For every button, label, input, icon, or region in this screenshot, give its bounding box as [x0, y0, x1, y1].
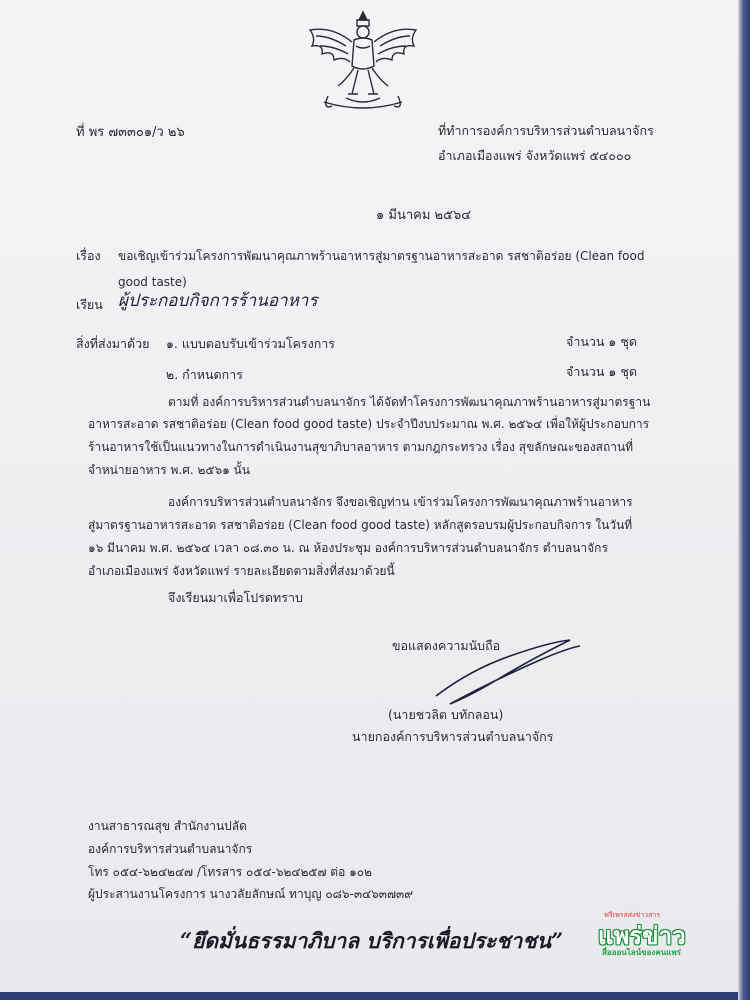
signature-icon — [430, 630, 590, 710]
subject-line2: good taste) — [118, 275, 187, 289]
garuda-emblem-icon — [302, 6, 424, 114]
watermark-main-text: แพร่ข่าว — [598, 922, 686, 950]
paragraph2-line: อำเภอเมืองแพร่ จังหวัดแพร่ รายละเอียดตามสิ่งที่ส่งมาด้วยนี้ — [88, 564, 395, 578]
paragraph1-line: ตามที่ องค์การบริหารส่วนตำบลนาจักร ได้จัดทำโครงการพัฒนาคุณภาพร้านอาหารสู่มาตรฐาน — [168, 395, 651, 409]
subject-line1: ขอเชิญเข้าร่วมโครงการพัฒนาคุณภาพร้านอาหารสู่มาตรฐานอาหารสะอาด รสชาติอร่อย (Clean food — [118, 249, 645, 263]
paragraph2-line: องค์การบริหารส่วนตำบลนาจักร จึงขอเชิญท่าน เข้าร่วมโครงการพัฒนาคุณภาพร้านอาหาร — [168, 495, 633, 509]
footer-line: งานสาธารณสุข สำนักงานปลัด — [88, 819, 247, 833]
enclosure-label: สิ่งที่ส่งมาด้วย — [76, 336, 150, 351]
signer-title: นายกองค์การบริหารส่วนตำบลนาจักร — [352, 729, 554, 744]
footer-line: องค์การบริหารส่วนตำบลนาจักร — [88, 842, 253, 856]
signer-name: (นายชวลิต บทักลอน) — [388, 707, 504, 722]
enclosure-qty: จำนวน ๑ ชุด — [566, 364, 637, 379]
paragraph1-line: อาหารสะอาด รสชาติอร่อย (Clean food good taste) ประจำปีงบประมาณ พ.ศ. ๒๕๖๔ เพื่อให้ผู้ประกอบการ — [88, 417, 650, 431]
reference-number: ที่ พร ๗๓๓๐๑/ว ๒๖ — [76, 125, 185, 140]
motto-slogan: “ยึดมั่นธรรมาภิบาล บริการเพื่อประชาชน” — [180, 928, 564, 953]
office-address-line1: ที่ทำการองค์การบริหารส่วนตำบลนาจักร — [438, 123, 654, 138]
paragraph2-line: ๑๖ มีนาคม พ.ศ. ๒๕๖๔ เวลา ๐๘.๓๐ น. ณ ห้องประชุม องค์การบริหารส่วนตำบลนาจักร ตำบลนาจักร — [88, 541, 608, 555]
watermark-small-text: ฟรีเพรสส่งข่าวสาร — [604, 911, 661, 919]
watermark-logo — [598, 910, 710, 960]
enclosure-qty: จำนวน ๑ ชุด — [566, 334, 637, 349]
footer-line: โทร ๐๕๔-๖๒๔๒๔๗ /โทรสาร ๐๕๔-๖๒๔๒๕๗ ต่อ ๑๐๒ — [88, 865, 372, 879]
closing-request: จึงเรียนมาเพื่อโปรดทราบ — [168, 590, 303, 605]
paragraph1-line: ร้านอาหารใช้เป็นแนวทางในการดำเนินงานสุขาภิบาลอาหาร ตามกฎกระทรวง เรื่อง สุขลักษณะของสถานที่ — [88, 440, 634, 454]
subject-label: เรื่อง — [76, 248, 101, 263]
enclosure-item: ๑. แบบตอบรับเข้าร่วมโครงการ — [166, 336, 336, 351]
paragraph1-line: จำหน่ายอาหาร พ.ศ. ๒๕๖๑ นั้น — [88, 463, 250, 477]
background-edge — [738, 0, 750, 1000]
enclosure-item: ๒. กำหนดการ — [166, 367, 243, 382]
paragraph2-line: สู่มาตรฐานอาหารสะอาด รสชาติอร่อย (Clean food good taste) หลักสูตรอบรมผู้ประกอบกิจการ ในวันที่ — [88, 518, 633, 532]
footer-line: ผู้ประสานงานโครงการ นางวลัยลักษณ์ ทาบุญ ๐๘๖-๓๔๖๓๗๓๙ — [88, 887, 414, 901]
salutation-label: เรียน — [76, 297, 103, 312]
regards-text: ขอแสดงความนับถือ — [392, 638, 501, 653]
office-address-line2: อำเภอเมืองแพร่ จังหวัดแพร่ ๕๔๐๐๐ — [438, 148, 632, 163]
salutation-recipient: ผู้ประกอบกิจการร้านอาหาร — [118, 291, 318, 311]
watermark-sub-text: สื่อออนไลน์ของคนแพร่ — [602, 948, 681, 957]
letter-date: ๑ มีนาคม ๒๕๖๔ — [376, 208, 472, 223]
